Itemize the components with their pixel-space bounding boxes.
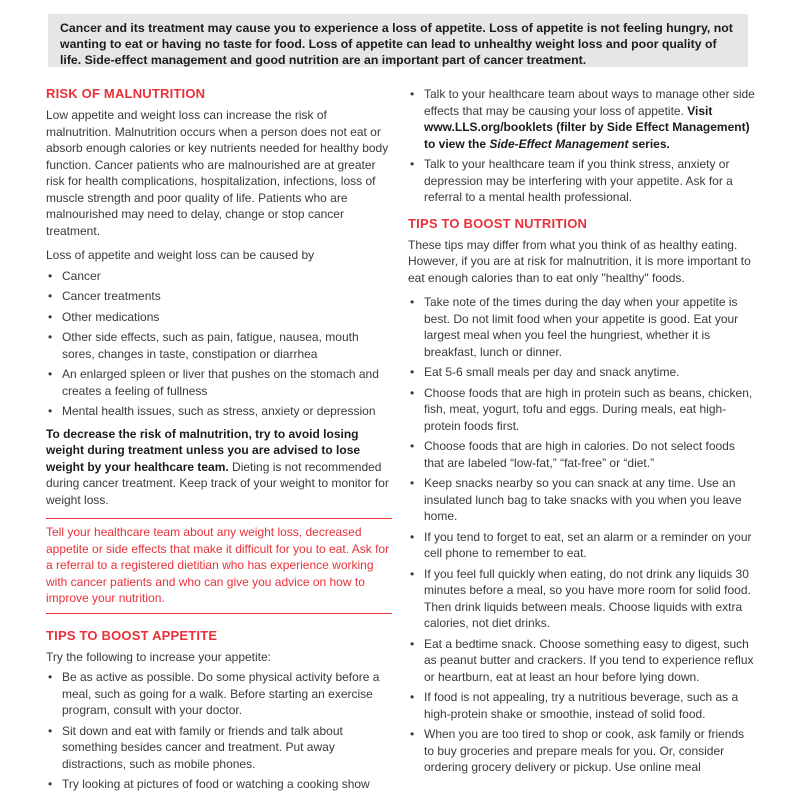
- decrease-rest: Dieting is not recommended during cancer treatment. Keep track of your weight to monitor for weight loss.: [46, 459, 389, 507]
- list-item: • Eat a bedtime snack. Choose something easy to digest, such as peanut butter and crackers. If you tend to experience reflux or heartburn, eat at least an hour before lying down.: [410, 636, 754, 684]
- list-item: • Keep snacks nearby so you can snack at any time. Use an insulated lunch bag to take snacks with you when you leave home.: [410, 476, 742, 523]
- list-item: • Cancer treatments: [48, 289, 161, 303]
- nutrition-heading: TIPS TO BOOST NUTRITION: [408, 215, 588, 231]
- list-item: • Eat 5-6 small meals per day and snack anytime.: [410, 365, 680, 379]
- list-item: • Try looking at pictures of food or watching a cooking show: [48, 777, 370, 791]
- list-item: • If you tend to forget to eat, set an alarm or a reminder on your cell phone to remember to eat.: [410, 529, 752, 560]
- bullet-icon: •: [48, 777, 53, 791]
- list-item: • Other side effects, such as pain, fatigue, nausea, mouth sores, changes in taste, constipation or diarrhea: [48, 330, 359, 361]
- nutrition-tips-list: [408, 294, 756, 776]
- bullet-icon: •: [410, 157, 415, 171]
- bullet-icon: •: [410, 566, 415, 581]
- bullet-icon: •: [410, 529, 415, 544]
- appetite-tips-list: [46, 669, 392, 793]
- right-column: [408, 86, 756, 782]
- appetite-intro: Try the following to increase your appetite:: [46, 649, 272, 664]
- list-item: • Talk to your healthcare team if you think stress, anxiety or depression may be interfering with your appetite. Ask for a referral to a mental health professional.: [410, 157, 733, 204]
- list-item: • Sit down and eat with family or friends and talk about something besides cancer and treatment. Put away distractions, such as mobile phones.: [48, 723, 343, 771]
- list-item: • An enlarged spleen or liver that pushes on the stomach and creates a feeling of fullness: [48, 367, 379, 398]
- bullet-icon: •: [48, 330, 53, 344]
- appetite-heading: TIPS TO BOOST APPETITE: [46, 627, 218, 643]
- bullet-icon: •: [48, 670, 53, 684]
- list-item: • Take note of the times during the day when your appetite is best. Do not limit food when your appetite is good. Eat your largest meal when you feel the hungriest, whether it is breakfast, lunch or dinner.: [410, 295, 739, 359]
- bullet-icon: •: [410, 476, 415, 490]
- list-item: • Mental health issues, such as stress, anxiety or depression: [48, 404, 376, 418]
- causes-intro: Loss of appetite and weight loss can be caused by: [46, 248, 315, 262]
- bullet-icon: •: [410, 690, 415, 704]
- list-item: • If you feel full quickly when eating, do not drink any liquids 30 minutes before a meal, so you have more room for solid food. Then drink liquids between meals. Choose liquids with extra calories, not diet drinks.: [410, 566, 751, 630]
- list-item: • If food is not appealing, try a nutritious beverage, such as a high-protein shake or smoothie, instead of solid food.: [410, 690, 739, 721]
- bullet-icon: •: [410, 365, 415, 379]
- bullet-icon: •: [410, 439, 415, 453]
- side-effect-tips-list: [408, 86, 756, 206]
- lls-link-text: Visit www.LLS.org/booklets (filter by Side Effect Management) to view the: [424, 103, 750, 151]
- dietitian-callout: Tell your healthcare team about any weight loss, decreased appetite or side effects that make it difficult for you to eat. Ask for a referral to a registered dietitian who has experience working with cancer patients and who can give you advice on how to improve your nutrition.: [46, 518, 392, 614]
- list-item: • Cancer: [48, 268, 101, 283]
- bullet-icon: •: [48, 268, 53, 283]
- list-item: • Talk to your healthcare team about ways to manage other side effects that may be causing your loss of appetite. Visit www.LLS.org/booklets (filter by Side Effect Management) to view the Side-Effect Management series.: [410, 87, 755, 151]
- bullet-icon: •: [410, 295, 415, 309]
- nutrition-intro: These tips may differ from what you think of as healthy eating. However, if you are at risk for malnutrition, it is more important to eat enough calories than to eat only "healthy" foods.: [408, 237, 751, 285]
- bullet-icon: •: [48, 367, 53, 381]
- list-item: • Choose foods that are high in calories. Do not select foods that are labeled “low-fat,” “fat-free” or “diet.”: [410, 439, 735, 470]
- header-rule: [40, 0, 520, 3]
- bullet-icon: •: [48, 404, 53, 418]
- intro-box: Cancer and its treatment may cause you to experience a loss of appetite. Loss of appetite is not feeling hungry, not wanting to eat or having no taste for food. Loss of appetite can lead to unhealthy weight loss and poor quality of life. Side-effect management and good nutrition are an important part of cancer treatment.: [48, 14, 748, 67]
- list-item: • When you are too tired to shop or cook, ask family or friends to buy groceries and prepare meals for you. Or, consider ordering grocery delivery or pickup. Use online meal: [410, 727, 745, 774]
- decrease-paragraph: [46, 426, 392, 509]
- bullet-icon: •: [48, 723, 53, 738]
- bullet-icon: •: [410, 385, 415, 400]
- bullet-icon: •: [48, 309, 53, 324]
- risk-heading: RISK OF MALNUTRITION: [46, 86, 206, 101]
- list-item: • Other medications: [48, 309, 160, 324]
- bullet-icon: •: [410, 87, 415, 101]
- list-item: • Be as active as possible. Do some physical activity before a meal, such as going for a walk. Before starting an exercise program, consult with your doctor.: [48, 670, 380, 717]
- left-column: [46, 86, 392, 799]
- decrease-bold: To decrease the risk of malnutrition, try to avoid losing weight during treatment unless you are advised to lose weight by your healthcare team.: [46, 426, 361, 474]
- bullet-icon: •: [410, 636, 415, 651]
- causes-list: [46, 268, 392, 420]
- list-item: • Choose foods that are high in protein such as beans, chicken, fish, meat, yogurt, tofu and eggs. During meals, eat high-protein foods first.: [410, 385, 753, 433]
- bullet-icon: •: [410, 727, 415, 741]
- risk-paragraph: Low appetite and weight loss can increase the risk of malnutrition. Malnutrition occurs when a person does not eat or absorb enough calories or key nutrients needed for healthy body function. Cancer patients who are malnourished are at greater risk for health complications, hospitalization, infections, loss of muscle strength and poor quality of life. Patients who are malnourished may need to delay, change or stop cancer treatment.: [46, 108, 389, 238]
- bullet-icon: •: [48, 289, 53, 303]
